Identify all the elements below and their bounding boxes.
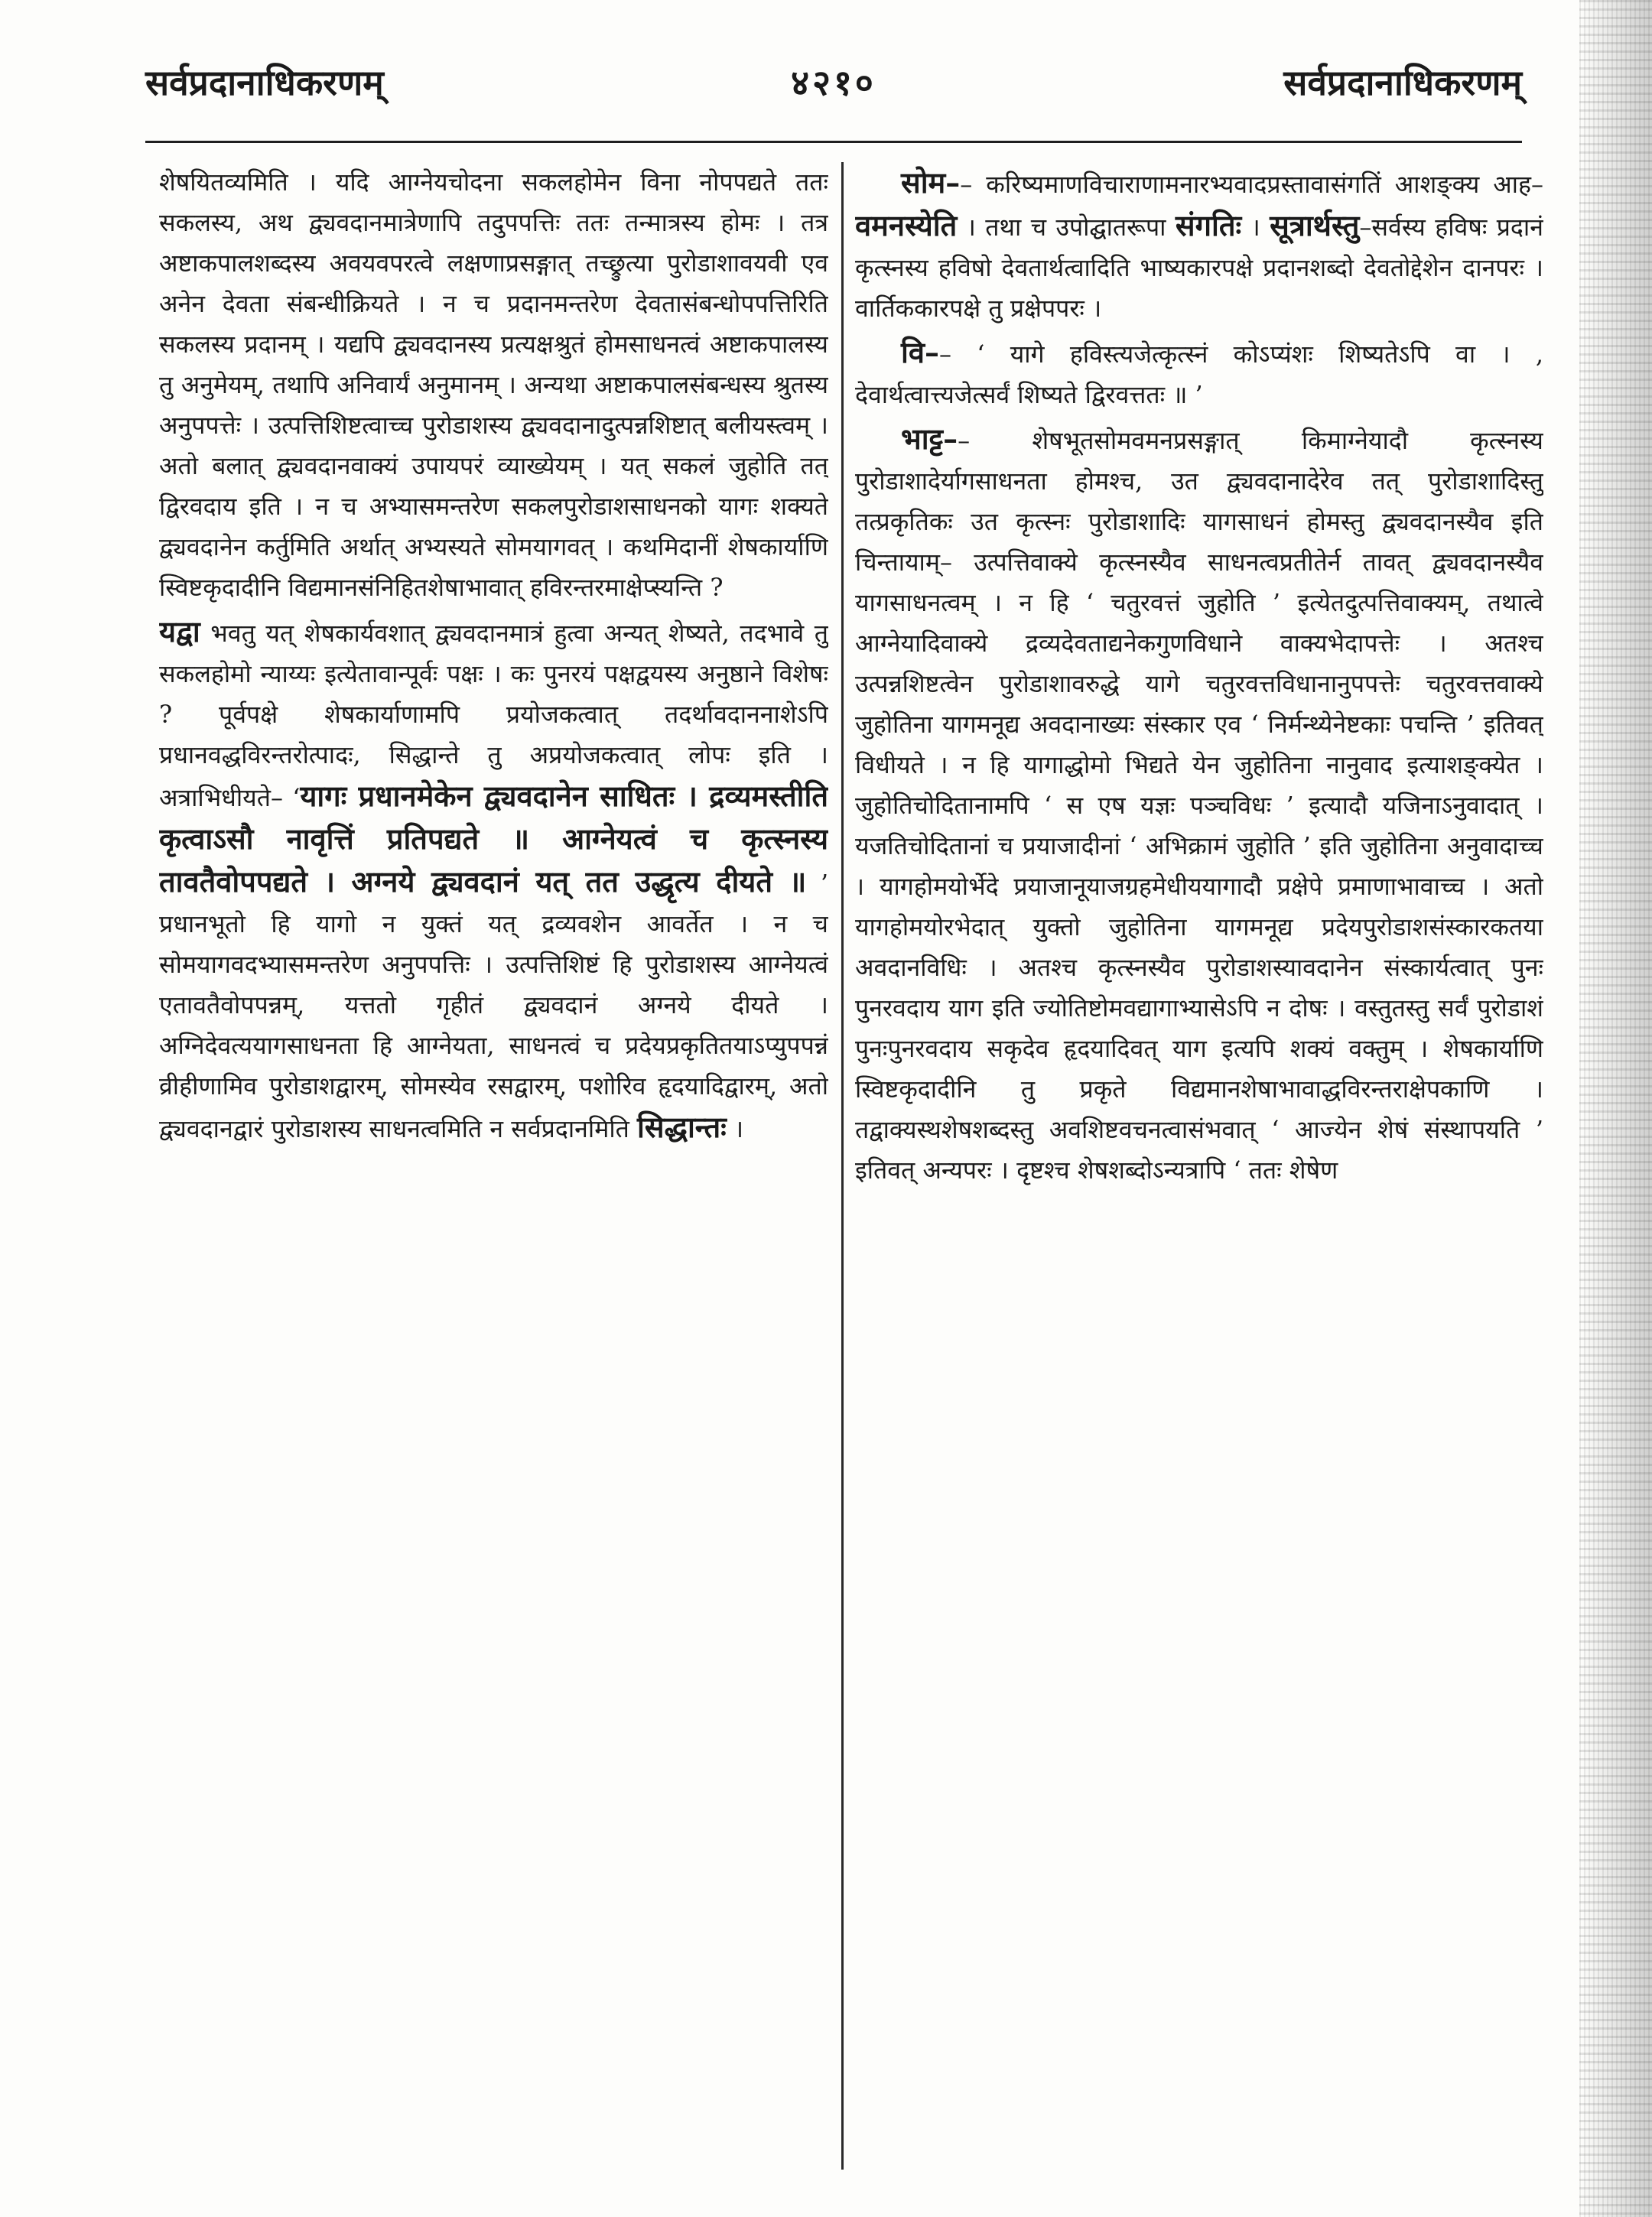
left-paragraph-3-tail: । bbox=[726, 1114, 744, 1143]
header-right-title: सर्वप्रदानाधिकरणम् bbox=[1283, 62, 1522, 103]
soma-lead: सोम– bbox=[901, 165, 961, 200]
left-column bbox=[159, 162, 828, 2166]
soma-bold-1: वमनस्येति bbox=[855, 208, 958, 242]
scanned-page-edge bbox=[1579, 0, 1652, 2217]
header-left-title: सर्वप्रदानाधिकरणम् bbox=[145, 62, 384, 103]
soma-bold-3: सूत्रार्थस्तु bbox=[1270, 208, 1360, 242]
soma-text-4: –सर्वस्य हविषः प्रदानं कृत्स्नस्य हविषो देवतार्थत्वादिति भाष्यकारपक्षे प्रदानशब्दो देवतोद्देशेन दानपरः । वार्तिककारपक्षे तु प्रक्षेपपरः । bbox=[855, 213, 1543, 323]
soma-bold-2: संगतिः bbox=[1175, 208, 1242, 242]
right-vi-paragraph bbox=[855, 332, 1543, 415]
bhatta-text: – शेषभूतसोमवमनप्रसङ्गात् किमाग्नेयादौ कृत्स्नस्य पुरोडाशादेर्यागसाधनता होमश्च, उत द्व्यवदानादेरेव तत् पुरोडाशादिस्तु तत्प्रकृतिकः उत कृत्स्नः पुरोडाशादिः यागसाधनं होमस्तु द्व्यवदानस्यैव इति चिन्तायाम्– उत्पत्तिवाक्ये कृत्स्नस्यैव साधनत्वप्रतीतेर्न तावत् द्व्यवदानस्यैव यागसाधनत्वम् । न हि ‘ चतुरवत्तं जुहोति ’ इत्येतदुत्पत्तिवाक्यम्, तथात्वे आग्नेयादिवाक्ये द्रव्यदेवताद्यनेकगुणविधाने वाक्यभेदापत्तेः । अतश्च उत्पन्नशिष्टत्वेन पुरोडाशावरुद्धे यागे चतुरवत्तविधानानुपपत्तेः चतुरवत्तवाक्ये जुहोतिना यागमनूद्य अवदानाख्यः संस्कार एव ‘ निर्मन्थ्येनेष्टकाः पचन्ति ’ इतिवत् विधीयते । न हि यागाद्धोमो भिद्यते येन जुहोतिना नानुवाद इत्याशङ्क्येत । जुहोतिचोदितानामपि ‘ स एष यज्ञः पञ्चविधः ’ इत्यादौ यजिनाऽनुवादात् । यजतिचोदितानां च प्रयाजादीनां ‘ अभिक्रामं जुहोति ’ इति जुहोतिना अनुवादाच्च । यागहोमयोर्भेदे प्रयाजानूयाजग्रहमेधीययागादौ प्रक्षेपे प्रमाणाभावाच्च । अतो यागहोमयोरभेदात् युक्तो जुहोतिना यागमनूद्य प्रदेयपुरोडाशसंस्कारकतया अवदानविधिः । अतश्च कृत्स्नस्यैव पुरोडाशस्यावदानेन संस्कार्यत्वात् पुनः पुनरवदाय याग इति ज्योतिष्टोमवद्यागाभ्यासेऽपि न दोषः । वस्तुतस्तु सर्वं पुरोडाशं पुनःपुनरवदाय सकृदेव हृदयादिवत् याग इत्यपि शक्यं वक्तुम् । शेषकार्याणि स्विष्टकृदादीनि तु प्रकृते विद्यमानशेषाभावाद्धविरन्तराक्षेपकाणि । तद्वाक्यस्थशेषशब्दस्तु अवशिष्टवचनत्वासंभवात् ‘ आज्येन शेषं संस्थापयति ’ इतिवत् अन्यपरः । दृष्टश्च शेषशब्दोऽन्यत्रापि ‘ ततः शेषेण bbox=[855, 426, 1543, 1185]
soma-text-3: । bbox=[1241, 213, 1270, 242]
vi-text: – ‘ यागे हविस्त्यजेत्कृत्स्नं कोऽप्यंशः शिष्यतेऽपि वा । , देवार्थत्वात्त्यजेत्सर्वं शिष्यते द्विरवत्ततः ॥ ’ bbox=[855, 340, 1543, 409]
left-paragraph-2-lead: यद्वा bbox=[159, 614, 200, 649]
vi-lead: वि– bbox=[901, 335, 939, 369]
left-paragraph-2 bbox=[159, 611, 828, 1149]
soma-text: – करिष्यमाणविचाराणामनारभ्यवादप्रस्तावासंगतिं आशङ्क्य आह– bbox=[960, 170, 1543, 199]
left-siddhanta: सिद्धान्तः bbox=[637, 1110, 727, 1144]
left-paragraph-1 bbox=[159, 162, 828, 608]
header-rule bbox=[145, 141, 1522, 143]
soma-text-2: । तथा च उपोद्घातरूपा bbox=[957, 213, 1176, 242]
running-header bbox=[145, 60, 1522, 113]
right-bhatta-paragraph bbox=[855, 418, 1543, 1191]
left-paragraph-3-text: ’ प्रधानभूतो हि यागो न युक्तं यत् द्रव्यवशेन आवर्तेत । न च सोमयागवदभ्यासमन्तरेण अनुपपत्तिः । उत्पत्तिशिष्टं हि पुरोडाशस्य आग्नेयत्वं एतावतैवोपपन्नम्, यत्ततो गृहीतं द्व्यवदानं अग्नये दीयते । अग्निदेवत्ययागसाधनता हि आग्नेयता, साधनत्वं च प्रदेयप्रकृतितयाऽप्युपपन्नं व्रीहीणामिव पुरोडाशद्वारम्, सोमस्येव रसद्वारम्, पशोरिव हृदयादिद्वारम्, अतो द्व्यवदानद्वारं पुरोडाशस्य साधनत्वमिति न सर्वप्रदानमिति bbox=[159, 869, 828, 1143]
left-paragraph-2-text: भवतु यत् शेषकार्यवशात् द्व्यवदानमात्रं हुत्वा अन्यत् शेष्यते, तदभावे तु सकलहोमो न्याय्यः इत्येतावान्पूर्वः पक्षः । कः पुनरयं पक्षद्वयस्य अनुष्ठाने विशेषः ? पूर्वपक्षे शेषकार्याणामपि प्रयोजकत्वात् तदर्थावदाननाशेऽपि प्रधानवद्धविरन्तरोत्पादः, सिद्धान्ते तु अप्रयोजकत्वात् लोपः इति । अत्राभिधीयते– ‘ bbox=[159, 619, 828, 812]
column-divider bbox=[841, 162, 844, 2170]
right-soma-paragraph bbox=[855, 162, 1543, 329]
bhatta-lead: भाट्ट– bbox=[901, 421, 958, 456]
page-number: ४२१० bbox=[791, 62, 876, 103]
left-verse: यागः प्रधानमेकेन द्व्यवदानेन साधितः । द्रव्यमस्तीति कृत्वाऽसौ नावृत्तिं प्रतिपद्यते ॥ आग्नेयत्वं च कृत्स्नस्य तावतैवोपपद्यते । अग्नये द्व्यवदानं यत् तत उद्धृत्य दीयते ॥ bbox=[159, 779, 828, 899]
right-column bbox=[855, 162, 1543, 2166]
left-paragraph-1-text: शेषयितव्यमिति । यदि आग्नेयचोदना सकलहोमेन विना नोपपद्यते ततः सकलस्य, अथ द्व्यवदानमात्रेणापि तदुपपत्तिः ततः तन्मात्रस्य होमः । तत्र अष्टाकपालशब्दस्य अवयवपरत्वे लक्षणाप्रसङ्गात् तच्छ्रुत्या पुरोडाशावयवी एव अनेन देवता संबन्धीक्रियते । न च प्रदानमन्तरेण देवतासंबन्धोपपत्तिरिति सकलस्य प्रदानम् । यद्यपि द्व्यवदानस्य प्रत्यक्षश्रुतं होमसाधनत्वं अष्टाकपालस्य तु अनुमेयम्, तथापि अनिवार्यं अनुमानम् । अन्यथा अष्टाकपालसंबन्धस्य श्रुतस्य अनुपपत्तेः । उत्पत्तिशिष्टत्वाच्च पुरोडाशस्य द्व्यवदानादुत्पन्नशिष्टात् बलीयस्त्वम् । अतो बलात् द्व्यवदानवाक्यं उपायपरं व्याख्येयम् । यत् सकलं जुहोति तत् द्विरवदाय इति । न च अभ्यासमन्तरेण सकलपुरोडाशसाधनको यागः शक्यते द्व्यवदानेन कर्तुमिति अर्थात् अभ्यस्यते सोमयागवत् । कथमिदानीं शेषकार्याणि स्विष्टकृदादीनि विद्यमानसंनिहितशेषाभावात् हविरन्तरमाक्षेप्स्यन्ति ? bbox=[159, 167, 828, 602]
